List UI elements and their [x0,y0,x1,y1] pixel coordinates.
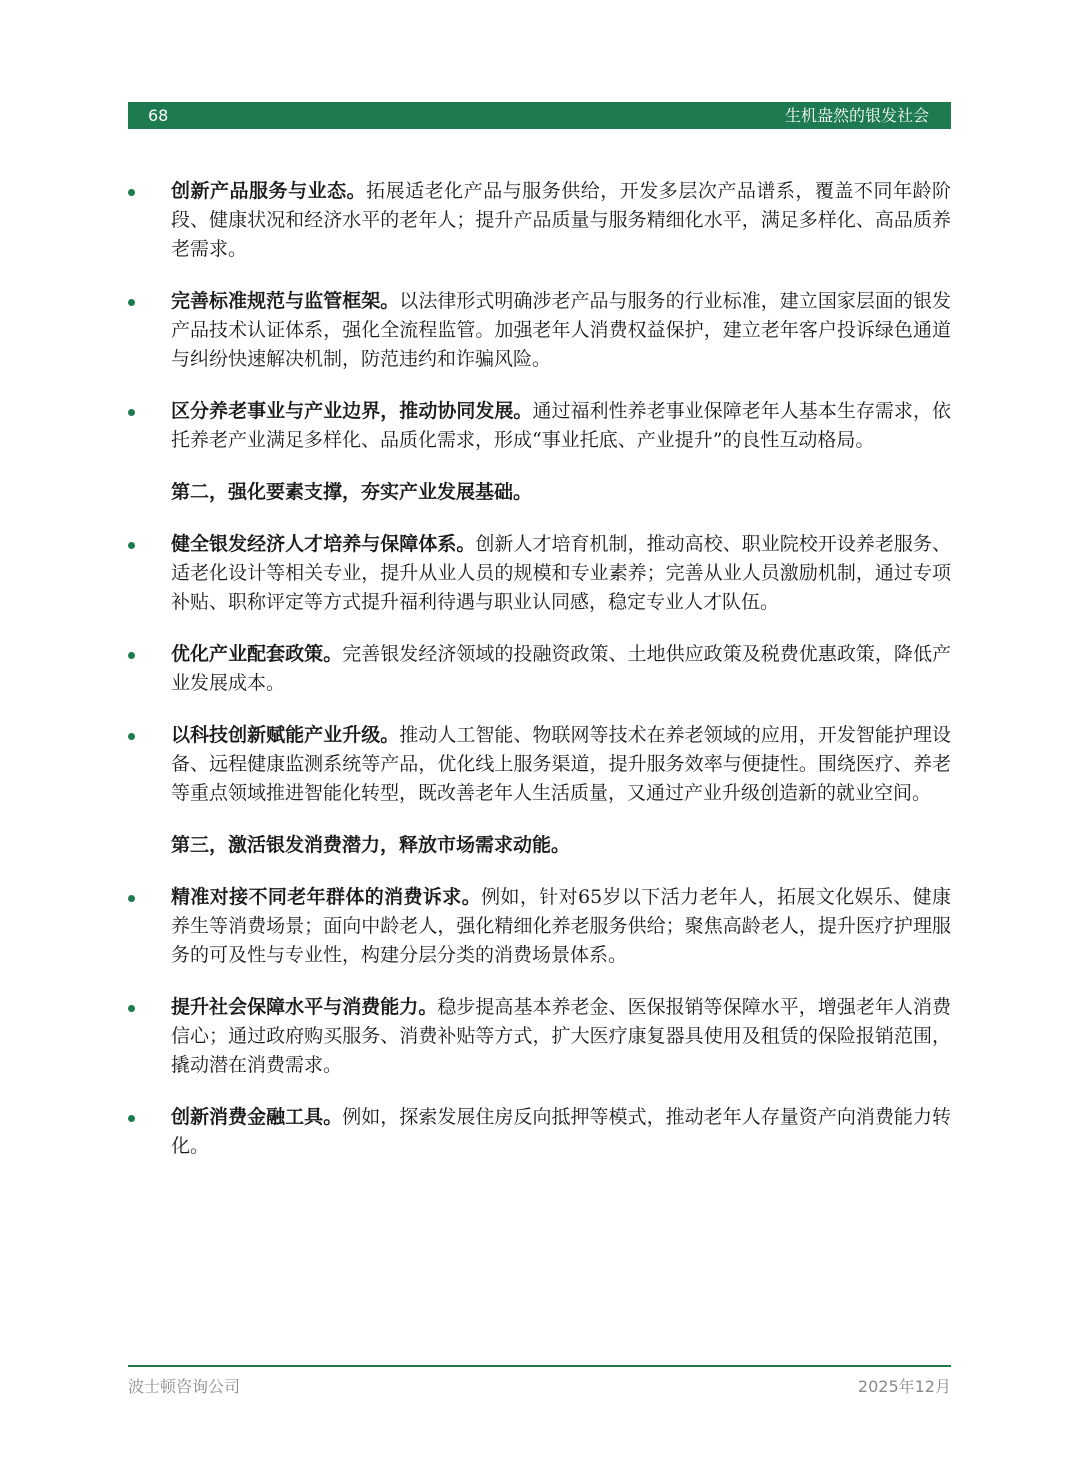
section-heading: 第二，强化要素支撑，夯实产业发展基础。 [171,481,533,503]
bullet-dot-icon [128,189,135,196]
bullet-dot-icon [128,895,135,902]
bullet-body: 稳步提高基本养老金、医保报销等保障水平，增强老年人消费信心；通过政府购买服务、消费补贴等方式，扩大医疗康复器具使用及租赁的保险报销范围，撬动潜在消费需求。 [171,996,951,1076]
bullet-item [128,640,951,698]
page-content [128,177,951,1184]
page-number: 68 [148,106,169,125]
bullet-item [128,397,951,455]
bullet-body: 通过福利性养老事业保障老年人基本生存需求，依托养老产业满足多样化、品质化需求，形成“事业托底、产业提升”的良性互动格局。 [171,400,951,451]
bullet-dot-icon [128,652,135,659]
footer-divider [128,1365,951,1367]
section-heading: 第三，激活银发消费潜力，释放市场需求动能。 [171,834,571,856]
bullet-title: 创新消费金融工具。 [171,1106,343,1128]
bullet-title: 提升社会保障水平与消费能力。 [171,996,438,1018]
bullet-title: 创新产品服务与业态。 [171,180,367,202]
report-title: 生机盎然的银发社会 [784,106,929,125]
bullet-dot-icon [128,542,135,549]
footer-publisher: 波士顿咨询公司 [128,1377,241,1396]
bullet-title: 健全银发经济人才培养与保障体系。 [171,533,476,555]
bullet-item [128,721,951,808]
bullet-item [128,530,951,617]
bullet-title: 完善标准规范与监管框架。 [171,290,400,312]
bullet-body: 例如，针对65岁以下活力老年人，拓展文化娱乐、健康养生等消费场景；面向中龄老人，强化精细化养老服务供给；聚焦高龄老人，提升医疗护理服务的可及性与专业性，构建分层分类的消费场景体系。 [171,886,951,966]
bullet-dot-icon [128,1115,135,1122]
bullet-item [128,883,951,970]
footer-date: 2025年12月 [857,1377,951,1396]
bullet-item [128,993,951,1080]
bullet-dot-icon [128,409,135,416]
bullet-dot-icon [128,1005,135,1012]
bullet-body: 以法律形式明确涉老产品与服务的行业标准，建立国家层面的银发产品技术认证体系，强化全流程监管。加强老年人消费权益保护，建立老年客户投诉绿色通道与纠纷快速解决机制，防范违约和诈骗风险。 [171,290,951,370]
page-header [128,102,951,129]
bullet-title: 以科技创新赋能产业升级。 [171,724,400,746]
bullet-item [128,177,951,264]
bullet-body: 完善银发经济领域的投融资政策、土地供应政策及税费优惠政策，降低产业发展成本。 [171,643,951,694]
bullet-title: 区分养老事业与产业边界，推动协同发展。 [171,400,533,422]
bullet-dot-icon [128,299,135,306]
bullet-body: 创新人才培育机制，推动高校、职业院校开设养老服务、适老化设计等相关专业，提升从业人员的规模和专业素养；完善从业人员激励机制，通过专项补贴、职称评定等方式提升福利待遇与职业认同感，稳定专业人才队伍。 [171,533,951,613]
bullet-title: 精准对接不同老年群体的消费诉求。 [171,886,482,908]
bullet-title: 优化产业配套政策。 [171,643,343,665]
bullet-body: 拓展适老化产品与服务供给，开发多层次产品谱系，覆盖不同年龄阶段、健康状况和经济水平的老年人；提升产品质量与服务精细化水平，满足多样化、高品质养老需求。 [171,180,951,260]
bullet-body: 推动人工智能、物联网等技术在养老领域的应用，开发智能护理设备、远程健康监测系统等产品，优化线上服务渠道，提升服务效率与便捷性。围绕医疗、养老等重点领域推进智能化转型，既改善老年人生活质量，又通过产业升级创造新的就业空间。 [171,724,951,804]
bullet-dot-icon [128,733,135,740]
bullet-body: 例如，探索发展住房反向抵押等模式，推动老年人存量资产向消费能力转化。 [171,1106,951,1157]
bullet-item [128,1103,951,1161]
bullet-item [128,287,951,374]
